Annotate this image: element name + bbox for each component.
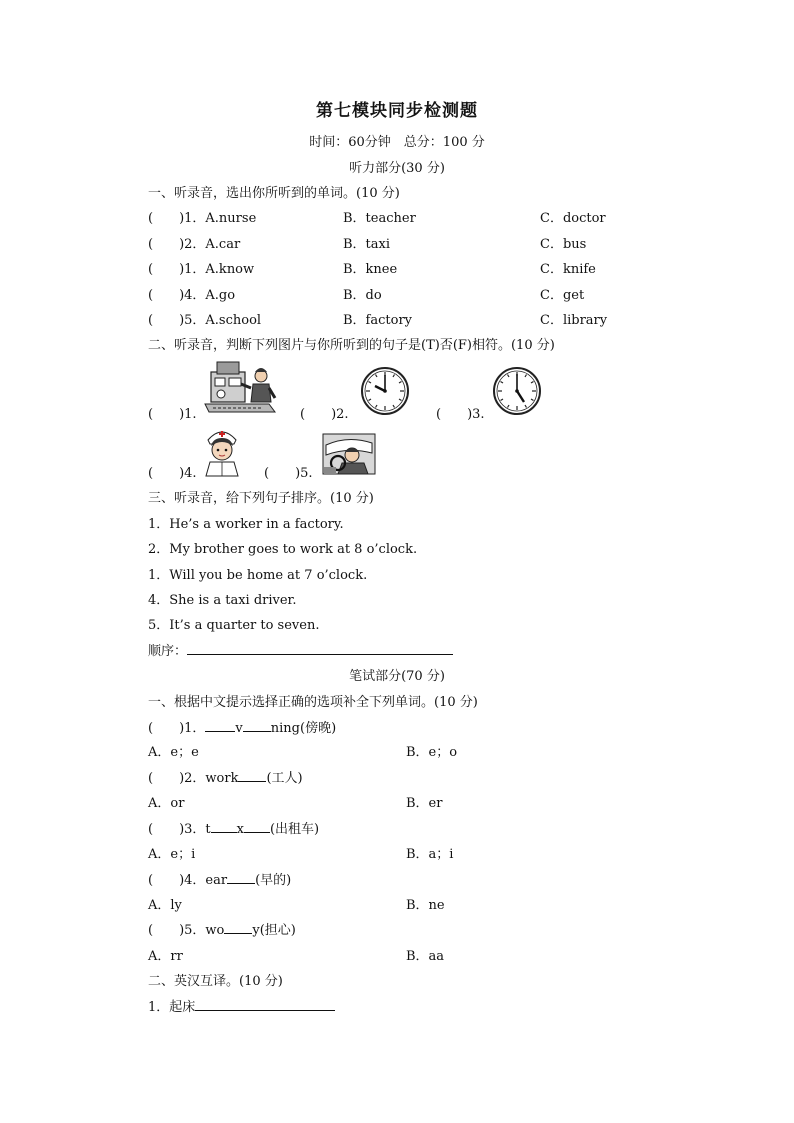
option-a: A．ly xyxy=(148,898,182,913)
fill-word-question xyxy=(148,919,296,938)
question-prefix: ( )4．ear xyxy=(148,873,228,888)
question-a: ( )1．A.know xyxy=(148,262,255,277)
answer-blank[interactable] xyxy=(211,820,237,833)
option-b: B．er xyxy=(406,796,443,811)
order-answer-blank[interactable] xyxy=(187,642,453,655)
word-fragment: y(担心) xyxy=(252,923,296,938)
translation-answer-blank[interactable] xyxy=(195,998,335,1011)
question-row xyxy=(148,309,648,327)
options-row xyxy=(148,792,568,810)
translation-item xyxy=(148,996,335,1015)
option-b: B．aa xyxy=(406,949,445,964)
nurse-icon xyxy=(200,426,244,478)
sentence-item: 1．He’s a worker in a factory. xyxy=(148,517,344,532)
translation-prompt: 1．起床 xyxy=(148,1000,196,1015)
answer-blank[interactable] xyxy=(227,871,255,884)
word-fragment: ning(傍晚) xyxy=(270,721,337,736)
written-part1-heading: 一、根据中文提示选择正确的选项补全下列单词。(10 分) xyxy=(148,695,478,710)
option-c: C．get xyxy=(540,288,585,303)
option-a: A．e；e xyxy=(148,745,199,760)
question-prefix: ( )3．t xyxy=(148,822,211,837)
question-row xyxy=(148,207,648,225)
sentence-item: 2．My brother goes to work at 8 o’clock. xyxy=(148,542,418,557)
time-info: 时间：60分钟 总分：100 分 xyxy=(309,135,485,150)
question-a: ( )1．A.nurse xyxy=(148,211,257,226)
option-a: A．or xyxy=(148,796,185,811)
clock-icon xyxy=(492,366,542,416)
question-a: ( )5．A.school xyxy=(148,313,262,328)
listening-part1-heading: 一、听录音，选出你所听到的单词。(10 分) xyxy=(148,186,400,201)
question-prefix: ( )1． xyxy=(148,721,206,736)
option-b: B．taxi xyxy=(343,237,391,252)
option-c: C．knife xyxy=(540,262,596,277)
order-label: 顺序： xyxy=(148,644,188,659)
question-row xyxy=(148,284,648,302)
fill-word-question xyxy=(148,869,291,888)
option-c: C．library xyxy=(540,313,608,328)
written-section-title: 笔试部分(70 分) xyxy=(349,669,445,684)
sentence-item: 4．She is a taxi driver. xyxy=(148,593,297,608)
listening-section-title: 听力部分(30 分) xyxy=(349,161,445,176)
answer-blank[interactable] xyxy=(243,719,271,732)
option-b: B．e；o xyxy=(406,745,458,760)
factory-worker-icon xyxy=(203,358,279,418)
option-b: B．teacher xyxy=(343,211,416,226)
option-b: B．factory xyxy=(343,313,413,328)
option-b: B．do xyxy=(343,288,382,303)
question-row xyxy=(148,233,648,251)
written-part2-heading: 二、英汉互译。(10 分) xyxy=(148,974,283,989)
listening-part2-heading: 二、听录音，判断下列图片与你所听到的句子是(T)否(F)相符。(10 分) xyxy=(148,338,555,353)
options-row xyxy=(148,945,568,963)
answer-blank[interactable] xyxy=(224,921,252,934)
word-fragment: (早的) xyxy=(255,873,292,888)
sentence-item: 5．It’s a quarter to seven. xyxy=(148,618,320,633)
clock-icon xyxy=(360,366,410,416)
fill-word-question xyxy=(148,767,303,786)
picture-label-2: ( )2. xyxy=(300,407,349,422)
options-row xyxy=(148,741,568,759)
question-a: ( )2．A.car xyxy=(148,237,241,252)
option-a: A．rr xyxy=(148,949,183,964)
word-fragment: (出租车) xyxy=(269,822,320,837)
order-line xyxy=(148,640,453,659)
answer-blank[interactable] xyxy=(244,820,270,833)
question-a: ( )4．A.go xyxy=(148,288,236,303)
word-fragment: (工人) xyxy=(266,771,303,786)
question-row xyxy=(148,258,648,276)
answer-blank[interactable] xyxy=(205,719,235,732)
picture-label-4: ( )4. xyxy=(148,466,197,481)
word-fragment: x xyxy=(236,822,244,837)
page-title: 第七模块同步检测题 xyxy=(316,101,478,121)
option-c: C．bus xyxy=(540,237,587,252)
sentence-item: 1．Will you be home at 7 o’clock. xyxy=(148,568,368,583)
fill-word-question xyxy=(148,717,336,736)
word-fragment: v xyxy=(235,721,243,736)
question-prefix: ( )2．work xyxy=(148,771,239,786)
picture-label-3: ( )3. xyxy=(436,407,485,422)
picture-label-1: ( )1. xyxy=(148,407,197,422)
question-prefix: ( )5．wo xyxy=(148,923,225,938)
answer-blank[interactable] xyxy=(238,769,266,782)
option-a: A．e；i xyxy=(148,847,196,862)
picture-label-5: ( )5. xyxy=(264,466,313,481)
option-c: C．doctor xyxy=(540,211,606,226)
fill-word-question xyxy=(148,818,319,837)
option-b: B．a；i xyxy=(406,847,454,862)
taxi-driver-icon xyxy=(322,433,376,475)
options-row xyxy=(148,894,568,912)
option-b: B．ne xyxy=(406,898,445,913)
listening-part3-heading: 三、听录音，给下列句子排序。(10 分) xyxy=(148,491,374,506)
options-row xyxy=(148,843,568,861)
option-b: B．knee xyxy=(343,262,398,277)
